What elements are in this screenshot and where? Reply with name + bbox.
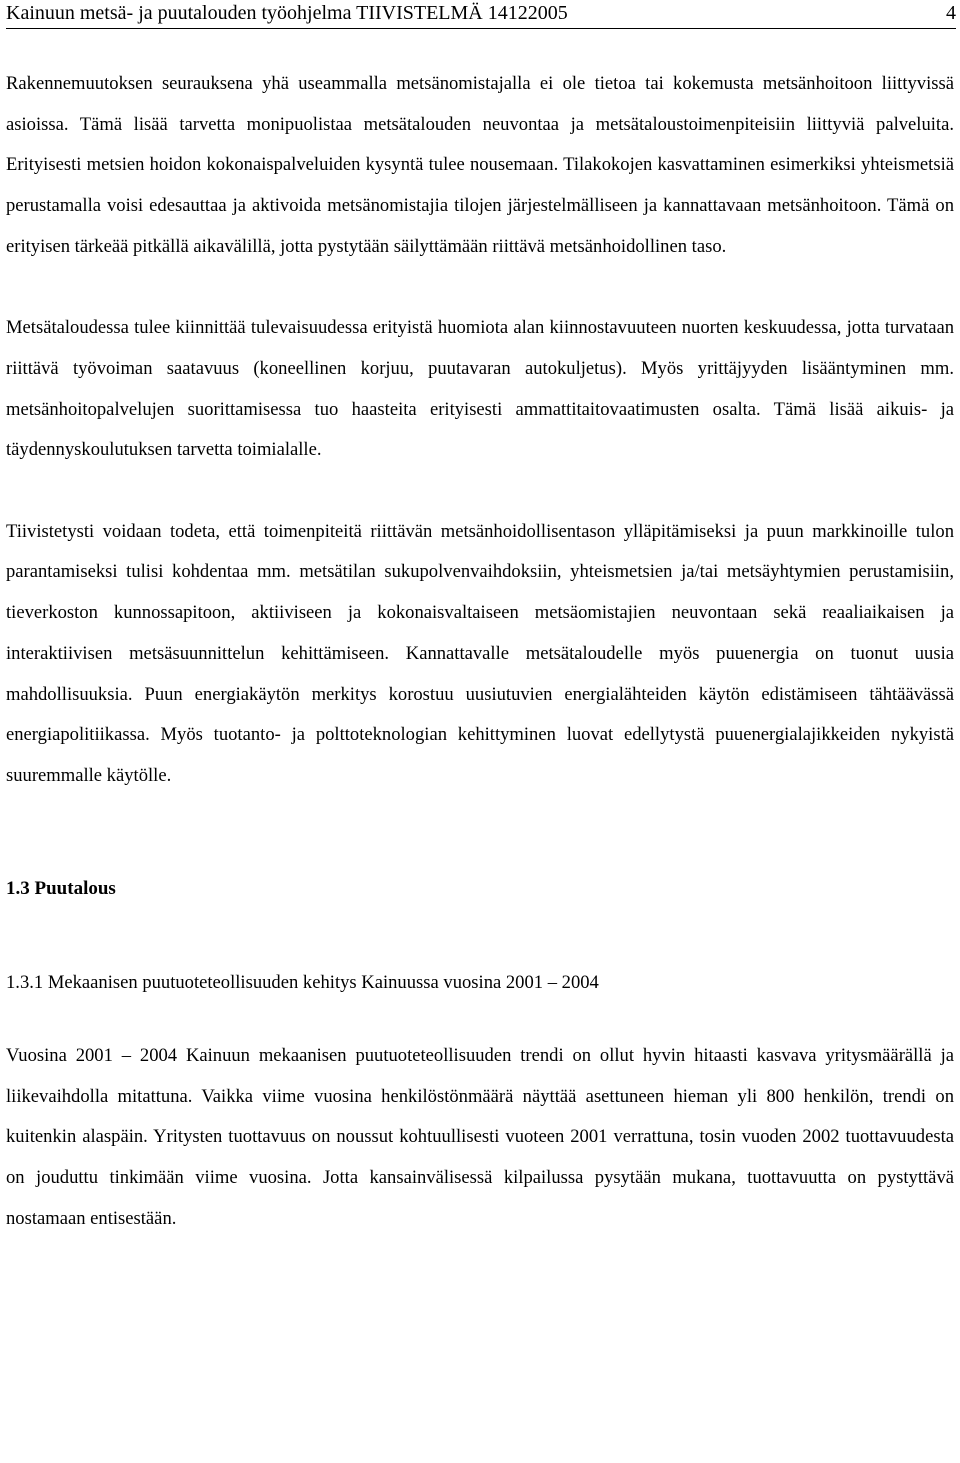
spacer [6,1004,954,1036]
paragraph-workforce: Metsätaloudessa tulee kiinnittää tulevaisuudessa erityistä huomiota alan kiinnostavuuteen nuorten keskuudessa, jotta turvataan riittävä työvoiman saatavuus (koneellinen korjuu, puutavaran autokuljetus). Myös yrittäjyyden lisääntyminen mm. metsänhoitopalvelujen suorittamisessa tuo haasteita erityisesti ammattitaitovaatimusten osalta. Tämä lisää aikuis- ja täydennyskoulutuksen tarvetta toimialalle. [6,317,954,461]
document-body [6,64,954,1240]
paragraph-forest-owners: Rakennemuutoksen seurauksena yhä useammalla metsänomistajalla ei ole tietoa tai kokemusta metsänhoitoon liittyvissä asioissa. Tämä lisää tarvetta monipuolistaa metsätalouden neuvontaa ja metsätaloustoimenpiteisiin liittyviä palveluita. Erityisesti metsien hoidon kokonaispalveluiden kysyntä tulee nousemaan. Tilakokojen kasvattaminen esimerkiksi yhteismetsiä perustamalla voisi edesauttaa ja aktivoida metsänomistajia tilojen järjestelmälliseen ja kannattavaan metsänhoitoon. Tämä on erityisen tärkeää pitkällä aikavälillä, jotta pystytään säilyttämään riittävä metsänhoidollinen taso. [6,73,954,257]
page-number: 4 [946,2,956,24]
paragraph-wood-industry: Vuosina 2001 – 2004 Kainuun mekaanisen puutuoteteollisuuden trendi on ollut hyvin hitaasti kasvava yritysmäärällä ja liikevaihdolla mitattuna. Vaikka viime vuosina henkilöstönmäärä näyttää asettuneen hieman yli 800 henkilön, trendi on kuitenkin alaspäin. Yritysten tuottavuus on noussut kohtuullisesti vuoteen 2001 verrattuna, tosin vuoden 2002 tuottavuudesta on jouduttu tinkimään viime vuosina. Jotta kansainvälisessä kilpailussa pysytään mukana, tuottavuutta on pystyttävä nostamaan entisestään. [6,1045,954,1229]
spacer [6,797,954,869]
section-heading: 1.3 Puutalous [6,877,116,899]
spacer [6,909,954,963]
page-header [6,0,956,27]
document-title: Kainuun metsä- ja puutalouden työohjelma TIIVISTELMÄ 14122005 [6,2,568,24]
header-rule [6,28,956,29]
paragraph-summary: Tiivistetysti voidaan todeta, että toimenpiteitä riittävän metsänhoidollisentason ylläpitämiseksi ja puun markkinoille tulon parantamiseksi tulisi kohdentaa mm. metsätilan sukupolvenvaihdoksiin, yhteismetsien ja/tai metsäyhtymien perustamisiin, tieverkoston kunnossapitoon, aktiiviseen ja kokonaisvaltaiseen metsäomistajien neuvontaan sekä reaaliaikaisen ja interaktiivisen metsäsuunnittelun kehittämiseen. Kannattavalle metsätaloudelle myös puuenergia on tuonut uusia mahdollisuuksia. Puun energiakäytön merkitys korostuu uusiutuvien energialähteiden käytön edistämiseen tähtäävässä energiapolitiikassa. Myös tuotanto- ja polttoteknologian kehittyminen luovat edellytystä puuenergialajikkeiden nykyistä suuremmalle käytölle. [6,520,954,786]
subsection-heading: 1.3.1 Mekaanisen puutuoteteollisuuden kehitys Kainuussa vuosina 2001 – 2004 [6,972,599,994]
